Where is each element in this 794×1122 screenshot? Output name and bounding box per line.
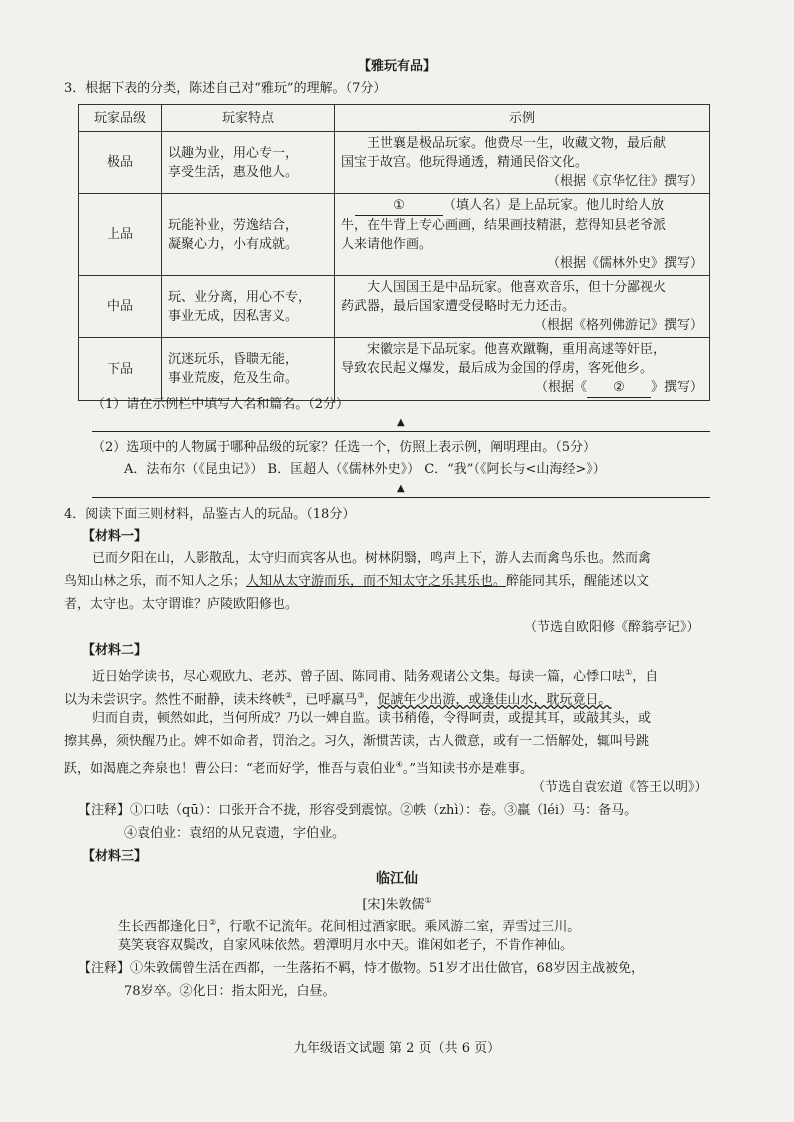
- material2-line: 跃，如渴鹿之奔泉也！曹公曰：“老而好学，惟吾与袁伯业④。”当知读书亦是难事。: [64, 760, 533, 777]
- material1-line: 者，太守也。太守谓谁？庐陵欧阳修也。: [64, 597, 299, 612]
- grade-table: [78, 104, 710, 401]
- traits-cell: [162, 194, 335, 276]
- traits-line: 以趣为业，用心专一，: [168, 145, 299, 161]
- material2-note: 【注释】①口呿（qū）：口张开合不拢，形容受到震惊。②帙（zhì）：卷。③羸（léi）马：备马。: [78, 803, 638, 818]
- material3-note: 【注释】①朱敦儒曾生活在西都，一生落拓不羁，恃才傲物。51岁才出仕做官，68岁因主战被免，: [78, 961, 645, 976]
- example-source: （根据《儒林外史》撰写）: [546, 256, 703, 271]
- table-row: [79, 132, 710, 194]
- answer-mark-2: ▲: [397, 483, 405, 494]
- example-cell: [335, 276, 710, 338]
- material2-title: 【材料二】: [82, 643, 148, 658]
- traits-cell: [162, 132, 335, 194]
- poem-line: 莫笑衰容双鬓改，自家风味依然。碧潭明月水中天。谁闲如老子，不肯作神仙。: [118, 938, 574, 953]
- underlined-sentence: 人知从太守游而乐，而不知太守之乐其乐也。: [246, 574, 507, 589]
- traits-cell: [162, 338, 335, 401]
- q3-options: A．法布尔（《昆虫记》） B．匡超人（《儒林外史》） C．“我”（《阿长与<山海经>》）: [124, 462, 606, 477]
- material1-source: （节选自欧阳修《醉翁亭记》）: [524, 620, 700, 635]
- poem-author: [宋]朱敦儒①: [362, 896, 432, 913]
- material2-line: 近日始学读书，尽心观欧九、老苏、曾子固、陈同甫、陆务观诸公文集。每读一篇，心悸口呿①，自: [92, 668, 659, 685]
- traits-line: 玩、业分离，用心不专，: [168, 289, 312, 305]
- traits-line: 玩能补业，劳逸结合，: [168, 217, 299, 233]
- material3-note: 78岁卒。②化日：指太阳光，白昼。: [124, 984, 336, 999]
- example-cell: [335, 132, 710, 194]
- section-title: 【雅玩有品】: [357, 59, 436, 74]
- underlined-sentence: 促諕年少出游，或逢佳山水，耽玩竟日。: [377, 692, 612, 708]
- example-cell: [335, 194, 710, 276]
- q3-sub2: （2）选项中的人物属于哪种品级的玩家？任选一个，仿照上表示例，阐明理由。（5分）: [92, 440, 597, 455]
- table-row: [79, 276, 710, 338]
- table-row: [79, 338, 710, 401]
- table-header-row: [79, 105, 710, 132]
- example-line: 人来请他作画。: [341, 237, 433, 252]
- example-line: 药武器，最后国家遭受侵略时无力还击。: [341, 299, 576, 314]
- traits-line: 凝聚心力，小有成就。: [168, 236, 299, 252]
- material2-source: （节选自袁宏道《答王以明》）: [532, 780, 708, 795]
- material3-title: 【材料三】: [82, 849, 148, 864]
- fill-blank-1[interactable]: ①: [355, 196, 443, 216]
- traits-line: 事业无成，因私害义。: [168, 308, 299, 324]
- material2-note: ④袁伯业：袁绍的从兄袁遗，字伯业。: [124, 826, 346, 841]
- header-grade: 玩家品级: [79, 105, 162, 132]
- material1-title: 【材料一】: [82, 529, 148, 544]
- example-line: （填人名）是上品玩家。他儿时给人放: [443, 198, 665, 213]
- page-footer: 九年级语文试题 第 2 页（共 6 页）: [293, 1041, 501, 1056]
- example-line: 国宝于故宫。他玩得通透，精通民俗文化。: [341, 155, 589, 170]
- traits-line: 沉迷玩乐，昏聩无能，: [168, 352, 299, 367]
- q3-prompt: 3．根据下表的分类，陈述自己对“雅玩”的理解。（7分）: [64, 81, 387, 96]
- traits-cell: [162, 276, 335, 338]
- poem-line: 生长西都逢化日②，行歌不记流年。花间相过酒家眠。乘风游二室，弄雪过三川。: [118, 918, 581, 935]
- example-source: （根据《 ② 》撰写）: [341, 378, 703, 398]
- answer-line-2[interactable]: [92, 497, 710, 498]
- material1-line: 鸟知山林之乐，而不知人之乐；人知从太守游而乐，而不知太守之乐其乐也。醉能同其乐，醒能述以文: [64, 574, 650, 589]
- q4-prompt: 4．阅读下面三则材料，品鉴古人的玩品。（18分）: [64, 507, 356, 522]
- traits-line: 享受生活，惠及他人。: [168, 164, 299, 180]
- grade-cell: 极品: [79, 132, 162, 194]
- example-line: 宋徽宗是下品玩家。他喜欢蹴鞠，重用高逑等奸臣，: [367, 342, 667, 357]
- answer-line-1[interactable]: [92, 431, 710, 432]
- q3-sub1: （1）请在示例栏中填写人名和篇名。（2分）: [92, 397, 350, 412]
- grade-cell: 下品: [79, 338, 162, 401]
- poem-title: 临江仙: [376, 871, 418, 887]
- header-traits: 玩家特点: [162, 105, 335, 132]
- example-source: （根据《格列佛游记》撰写）: [533, 318, 703, 333]
- fill-blank-2[interactable]: ②: [587, 378, 651, 398]
- material1-line: 已而夕阳在山，人影散乱，太守归而宾客从也。树林阴翳，鸣声上下，游人去而禽鸟乐也。然而禽: [92, 551, 652, 566]
- example-line: 导致农民起义爆发，最后成为金国的俘虏，客死他乡。: [341, 361, 654, 376]
- example-line: 牛，在牛背上专心画画，结果画技精湛，惹得知县老爷派: [341, 218, 667, 233]
- traits-line: 事业荒废，危及生命。: [168, 371, 299, 386]
- example-line: 大人国国王是中品玩家。他喜欢音乐，但十分鄙视火: [367, 280, 667, 295]
- example-source: （根据《京华忆往》撰写）: [546, 174, 703, 189]
- example-cell: [335, 338, 710, 401]
- example-line: 王世襄是极品玩家。他费尽一生，收藏文物，最后献: [367, 136, 667, 151]
- header-example: 示例: [335, 105, 710, 132]
- grade-cell: 上品: [79, 194, 162, 276]
- material2-line: 以为未尝识字。然性不耐静，读未终帙②，已呼羸马③，促諕年少出游，或逢佳山水，耽玩竟日。: [64, 691, 612, 708]
- material2-line: 擦其鼻，须快醒乃止。婢不如命者，罚治之。习久，渐惯苦读，古人微意，或有一二悟解处，辄叫号跳: [64, 734, 650, 749]
- material2-line: 归而自责，顿然如此，当何所成？乃以一婢自监。读书稍倦，令得呵责，或提其耳，或敲其头，或: [92, 711, 652, 726]
- grade-cell: 中品: [79, 276, 162, 338]
- answer-mark-1: ▲: [397, 417, 405, 428]
- table-row: [79, 194, 710, 276]
